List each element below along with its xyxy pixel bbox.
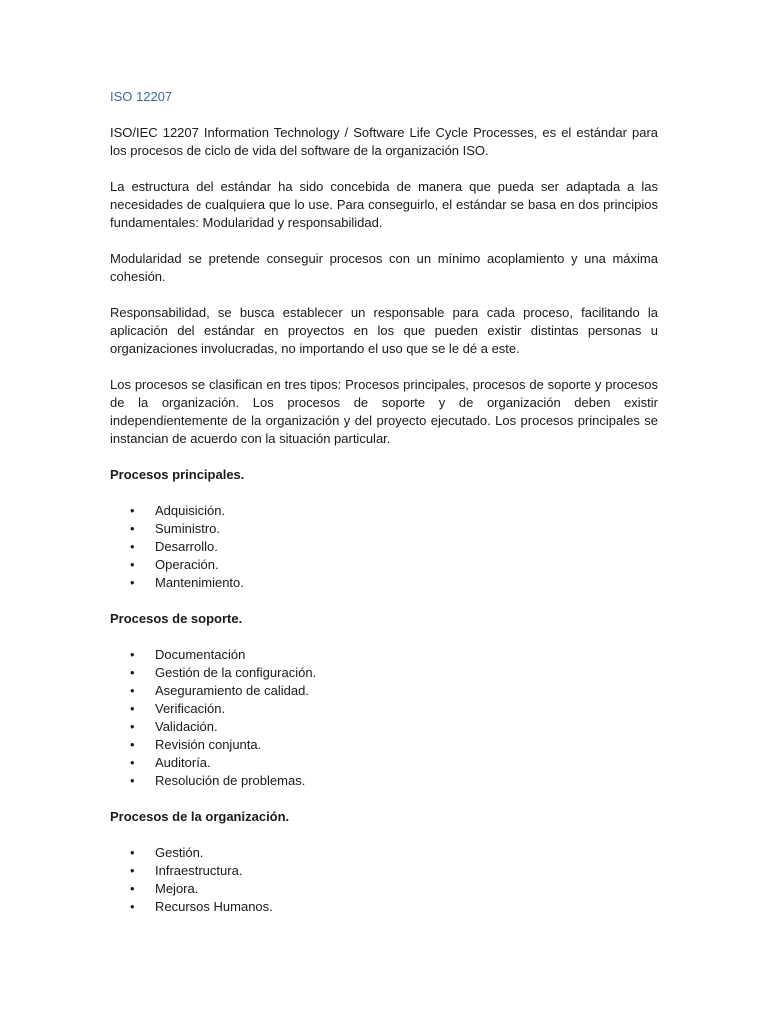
- list-item: [110, 772, 658, 790]
- paragraph-responsibility: Responsabilidad, se busca establecer un responsable para cada proceso, facilitando la aplicación del estándar en proyectos en los que pueden existir distintas personas u organizaciones involucradas, no importando el uso que se le dé a este.: [110, 305, 658, 356]
- list-item: [110, 646, 658, 664]
- list-item-label: Auditoría.: [155, 755, 211, 770]
- list-item-label: Mejora.: [155, 881, 199, 896]
- list-item-label: Suministro.: [155, 521, 221, 536]
- list-item-label: Revisión conjunta.: [155, 737, 262, 752]
- paragraph-modularity: Modularidad se pretende conseguir procesos con un mínimo acoplamiento y una máxima cohesión.: [110, 251, 658, 284]
- list-soporte: [110, 646, 658, 790]
- bullet-icon: •: [130, 683, 135, 698]
- list-item: [110, 736, 658, 754]
- bullet-icon: •: [130, 521, 135, 536]
- paragraph-intro: ISO/IEC 12207 Information Technology / Software Life Cycle Processes, es el estándar para los procesos de ciclo de vida del software de la organización ISO.: [110, 125, 658, 158]
- document-heading: ISO 12207: [110, 89, 173, 104]
- section-title-principales: Procesos principales.: [110, 467, 245, 482]
- list-item: [110, 898, 658, 916]
- list-item-label: Desarrollo.: [155, 539, 218, 554]
- bullet-icon: •: [130, 701, 135, 716]
- bullet-icon: •: [130, 665, 135, 680]
- list-item: [110, 718, 658, 736]
- list-item-label: Documentación: [155, 647, 246, 662]
- bullet-icon: •: [130, 899, 135, 914]
- list-item: [110, 538, 658, 556]
- bullet-icon: •: [130, 539, 135, 554]
- list-item: [110, 556, 658, 574]
- list-principales: [110, 502, 658, 592]
- bullet-icon: •: [130, 881, 135, 896]
- bullet-icon: •: [130, 557, 135, 572]
- bullet-icon: •: [130, 737, 135, 752]
- list-item-label: Gestión de la configuración.: [155, 665, 317, 680]
- document-page: [110, 88, 658, 934]
- list-item-label: Aseguramiento de calidad.: [155, 683, 309, 698]
- paragraph-structure: La estructura del estándar ha sido concebida de manera que pueda ser adaptada a las necesidades de cualquiera que lo use. Para conseguirlo, el estándar se basa en dos principios fundamentales: Modularidad y responsabilidad.: [110, 179, 658, 230]
- bullet-icon: •: [130, 773, 135, 788]
- list-item-label: Gestión.: [155, 845, 204, 860]
- list-item-label: Mantenimiento.: [155, 575, 244, 590]
- list-organizacion: [110, 844, 658, 916]
- list-item: [110, 574, 658, 592]
- list-item-label: Adquisición.: [155, 503, 226, 518]
- list-item: [110, 862, 658, 880]
- bullet-icon: •: [130, 845, 135, 860]
- list-item: [110, 844, 658, 862]
- list-item-label: Resolución de problemas.: [155, 773, 306, 788]
- list-item-label: Validación.: [155, 719, 218, 734]
- list-item: [110, 520, 658, 538]
- bullet-icon: •: [130, 503, 135, 518]
- list-item: [110, 682, 658, 700]
- list-item: [110, 700, 658, 718]
- bullet-icon: •: [130, 719, 135, 734]
- paragraph-classification: Los procesos se clasifican en tres tipos: Procesos principales, procesos de soporte y procesos de la organización. Los procesos de soporte y de organización deben existir independientemente de la organización y del proyecto ejecutado. Los procesos principales se instancian de acuerdo con la situación particular.: [110, 377, 658, 446]
- section-title-organizacion: Procesos de la organización.: [110, 809, 290, 824]
- bullet-icon: •: [130, 755, 135, 770]
- list-item: [110, 664, 658, 682]
- bullet-icon: •: [130, 647, 135, 662]
- list-item: [110, 502, 658, 520]
- section-title-soporte: Procesos de soporte.: [110, 611, 243, 626]
- list-item: [110, 880, 658, 898]
- bullet-icon: •: [130, 575, 135, 590]
- list-item-label: Infraestructura.: [155, 863, 243, 878]
- list-item: [110, 754, 658, 772]
- list-item-label: Operación.: [155, 557, 219, 572]
- bullet-icon: •: [130, 863, 135, 878]
- list-item-label: Recursos Humanos.: [155, 899, 273, 914]
- list-item-label: Verificación.: [155, 701, 226, 716]
